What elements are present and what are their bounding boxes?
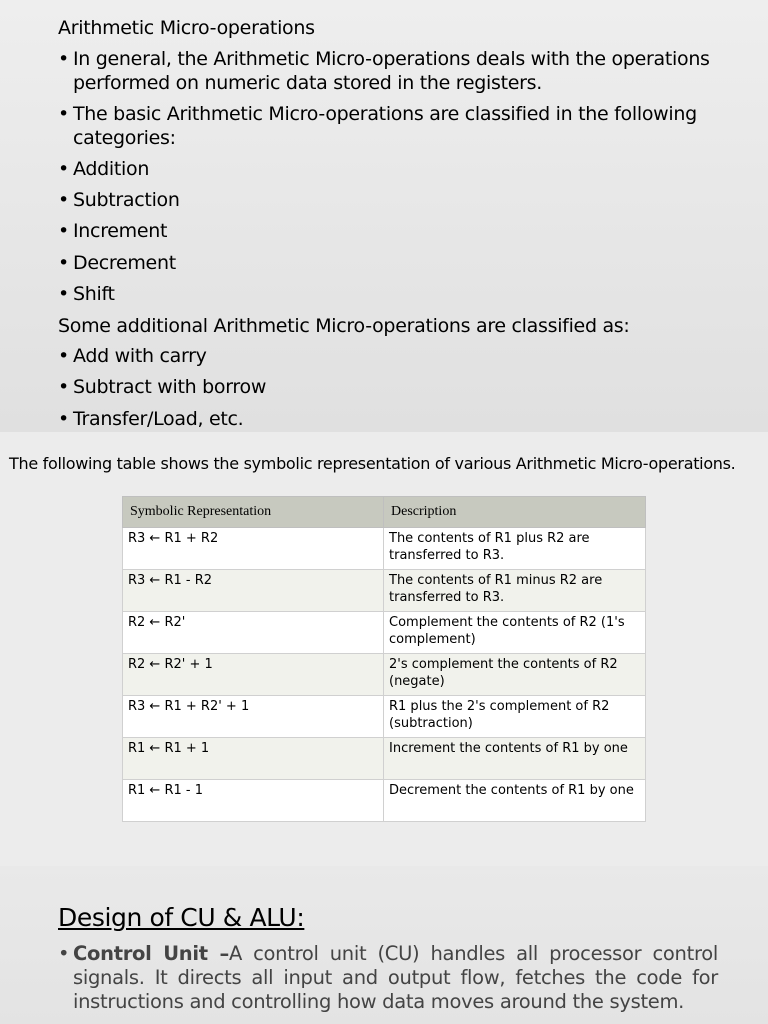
bullet-icon: • — [58, 158, 69, 180]
column-header-symbolic: Symbolic Representation — [123, 497, 384, 528]
table-row — [123, 570, 646, 612]
list-item — [58, 157, 718, 181]
list-item — [58, 251, 718, 275]
bullet-icon: • — [58, 283, 69, 305]
symbolic-representation-section — [0, 432, 768, 866]
slide-design-cu-alu — [0, 866, 768, 1024]
slide-heading: Design of CU & ALU: — [58, 903, 305, 932]
table-row — [123, 738, 646, 780]
table-row — [123, 528, 646, 570]
list-item-text: Decrement — [73, 252, 176, 274]
list-item — [58, 188, 718, 212]
table-row — [123, 696, 646, 738]
list-item-text: Subtraction — [73, 189, 180, 211]
bullet-icon: • — [58, 48, 69, 70]
bullet-icon: • — [58, 220, 69, 242]
table-header-row — [123, 497, 646, 528]
list-item — [58, 47, 718, 95]
control-unit-paragraph — [58, 942, 718, 1014]
cell-symbolic: R1 ← R1 - 1 — [123, 780, 384, 822]
bullet-icon: • — [58, 345, 69, 367]
bullet-icon: • — [58, 408, 69, 430]
bullet-icon: • — [58, 376, 69, 398]
table-row — [123, 654, 646, 696]
cell-symbolic: R3 ← R1 + R2' + 1 — [123, 696, 384, 738]
list-item-text: Addition — [73, 158, 150, 180]
intro-text: The following table shows the symbolic representation of various Arithmetic Micro-operations. — [9, 454, 736, 473]
list-item-text: Transfer/Load, etc. — [73, 408, 244, 430]
list-item — [58, 375, 718, 399]
bullet-icon: • — [58, 103, 69, 125]
cell-description: Increment the contents of R1 by one — [384, 738, 646, 780]
table-row — [123, 780, 646, 822]
table-row — [123, 612, 646, 654]
slide-heading: Arithmetic Micro-operations — [58, 17, 315, 39]
control-unit-text: A control unit (CU) handles all processor control signals. It directs all input and output flow, fetches the code for instructions and controlling how data moves around the system. — [73, 942, 718, 1013]
list-item-text: Add with carry — [73, 345, 207, 367]
cell-description: 2's complement the contents of R2 (negate) — [384, 654, 646, 696]
control-unit-label: Control Unit – — [73, 942, 229, 965]
cell-symbolic: R3 ← R1 + R2 — [123, 528, 384, 570]
bullet-icon: • — [58, 252, 69, 274]
list-item-text: In general, the Arithmetic Micro-operations deals with the operations performed on numeric data stored in the registers. — [73, 48, 710, 94]
bullet-icon: • — [58, 189, 69, 211]
cell-description: The contents of R1 minus R2 are transferred to R3. — [384, 570, 646, 612]
column-header-description: Description — [384, 497, 646, 528]
list-item-text: The basic Arithmetic Micro-operations are classified in the following categories: — [73, 103, 697, 149]
paragraph-body — [58, 942, 718, 1014]
cell-description: The contents of R1 plus R2 are transferred to R3. — [384, 528, 646, 570]
slide-arithmetic-microoperations — [0, 0, 768, 432]
cell-description: Complement the contents of R2 (1's complement) — [384, 612, 646, 654]
list-item — [58, 219, 718, 243]
list-item-text: Subtract with borrow — [73, 376, 267, 398]
list-item-text: Shift — [73, 283, 115, 305]
cell-symbolic: R3 ← R1 - R2 — [123, 570, 384, 612]
cell-description: R1 plus the 2's complement of R2 (subtraction) — [384, 696, 646, 738]
cell-symbolic: R2 ← R2' — [123, 612, 384, 654]
list-item — [58, 344, 718, 368]
list-item — [58, 407, 718, 431]
cell-symbolic: R1 ← R1 + 1 — [123, 738, 384, 780]
list-item — [58, 102, 718, 150]
cell-symbolic: R2 ← R2' + 1 — [123, 654, 384, 696]
bullet-icon: • — [58, 942, 70, 965]
cell-description: Decrement the contents of R1 by one — [384, 780, 646, 822]
microoperations-table — [122, 496, 646, 822]
list-item-text: Increment — [73, 220, 168, 242]
list-item — [58, 282, 718, 306]
paragraph-text: Some additional Arithmetic Micro-operations are classified as: — [58, 315, 630, 337]
